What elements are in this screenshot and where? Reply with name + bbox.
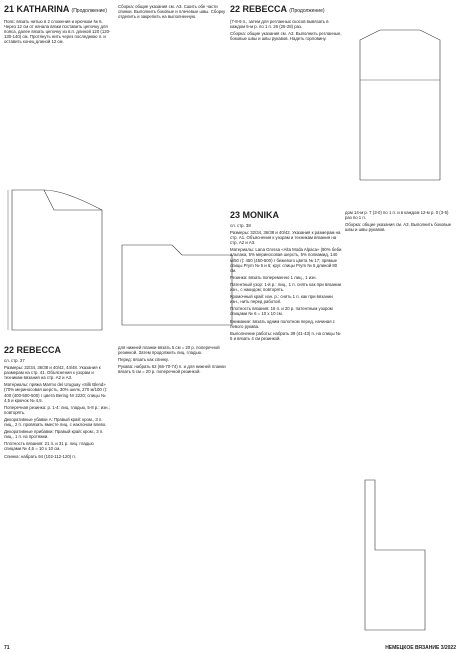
katharina-text-1: Пояс: вязать нитью в 2 сложения и крючком № 6. Через 12 см от начала вязки поставить цепочку для пояса, далее вязать цепочку из в.п. длиной 120 (120-130-140) см. Протянуть нить через последнюю п. и оставить конец длиной 12 см. — [4, 19, 111, 45]
monika-c4-2: Оборка: общие указания см. А3. Выполнить боковые швы и швы рукавов. — [345, 222, 452, 233]
rebecca-p1: Поперечная резинка: р. 1-4: лиц. гладью, 5-8 р.: изн.; повторять. — [4, 404, 110, 415]
rebecca-column-2 — [118, 345, 226, 376]
katharina-text-2: Сборка: общие указания см. А3. Сшить обе части спинки. Выполнить боковые и плечевые швы. Сборку отделить и закрепить на выполненную. — [118, 4, 226, 20]
rebecca-info: сл. стр. 37 — [4, 358, 25, 363]
monika-size: Размеры: 32/34, 36/38 и 40/42. Указания к размерам на стр. А1. Объяснения к узорам и техникам вязания на стр. А2 и А3. — [230, 230, 341, 246]
rebecca-column — [4, 345, 112, 461]
section-title-katharina: 21 KATHARINA (Продолжение) — [4, 4, 107, 14]
monika-edge: Кромочный край: изн. р.: снять 1 п. как при вязании изн., нить перед работой. — [230, 294, 333, 305]
monika-work: Выполнение работы: набрать 39 (41-43) п. на спицы № 5 и вязать 4 см резинкой. — [230, 330, 341, 341]
rebecca-top-text-2: Сборка: общие указания см. А3. Выполнить регланные, боковые швы и швы рукавов. Надеть горловину. — [230, 31, 342, 42]
rebecca-c2-2: Перед: вязать как спинку. — [118, 357, 169, 363]
rebecca-p4: Плотность вязания: 21 п. и 31 р. лиц. гладью спицами № 4,5 = 10 x 10 см. — [4, 441, 94, 452]
rebecca-pattern-diagram — [345, 20, 455, 200]
monika-info: сл. стр. 38 — [230, 223, 251, 228]
rebecca-p5: Спинка: набрать 94 (102-112-120) п. — [4, 453, 76, 459]
section-title-monika: 23 MONIKA — [230, 210, 280, 220]
magazine-footer: НЕМЕЦКОЕ ВЯЗАНИЕ 3/2022 — [385, 645, 456, 651]
katharina-column-2 — [118, 4, 228, 21]
rebecca-top-column — [230, 4, 342, 43]
rebecca-c2-1: для нижней планки вязать 5 см = 20 р. поперечной резинкой. Затем продолжить лиц. гладью. — [118, 345, 220, 356]
section-title-rebecca: 22 REBECCA — [4, 345, 62, 355]
monika-pattern-diagram — [345, 470, 455, 640]
section-title-rebecca-cont: 22 REBECCA (Продолжение) — [230, 4, 325, 14]
katharina-detail-diagram — [112, 225, 242, 335]
monika-c4-1: дом 14-м р. 7 (3-0) по 1 п. и в каждом 12-м р. 0 (3-5) раз по 1 п. — [345, 210, 449, 221]
monika-pattern: Патентный узор: 1-й р.: лиц., 1 п. снять как при вязании изн., с накидом; повторять. — [230, 281, 342, 293]
monika-column-2 — [345, 210, 455, 234]
monika-rib: Резинка: вязать попеременно 1 лиц., 1 изн. — [230, 274, 317, 280]
rebecca-size: Размеры: 32/34, 36/38 и 40/42, 44/48. Указания к размерам на стр. 41. Объяснения к узорам и техникам вязания на стр. А2 и А3. — [4, 365, 101, 381]
rebecca-materials: Материалы: пряжа Marmo del Uruguay «Silk Blend» (70% мериносовая шерсть, 30% шелк, 270 м/100 г): 400 (400-500-500) г цвета Bering Nr 2220; спицы № 4,5 и крючок № 4,5. — [4, 382, 108, 403]
katharina-column — [4, 4, 112, 46]
page-number: 71 — [4, 645, 10, 651]
rebecca-c2-3: Рукава: набрать 62 (66-70-74) п. и для нижней планки вязать 5 см = 20 р. поперечной резинкой. — [118, 364, 226, 375]
rebecca-p2: Декоративные убавки А: Правый край: кром., 3 п. лиц., 2 п. провязать вместе лиц. с наклоном влево. — [4, 416, 107, 428]
monika-column — [230, 210, 342, 343]
monika-attention: Внимание: вязать одним полотном перед, начиная с левого рукава. — [230, 318, 335, 329]
monika-density: Плотность вязания: 16 п. и 20 р. патентным узором спицами № 6 = 10 x 10 см. — [230, 306, 333, 317]
monika-materials: Материалы: Lana Grossa «Alta Moda Alpaca» (90% беби альпака, 5% мериносовая шерсть, 5% полиамид, 140 м/50 г): 450 (450-500) г бежевого цвета № 17; прямые спицы Prym № 5 и 6; круг. спицы Prym № 5 длиной 80 см. — [230, 247, 342, 273]
katharina-pattern-diagram — [4, 170, 112, 340]
rebecca-p3: Декоративные прибавки: Правый край: кром., 3 п. лиц., 1 п. из протяжки. — [4, 429, 104, 440]
rebecca-top-text-1: (7-8-9 п., затем для регланных скосов вывязать в каждом 6-м р. по 1 п. 26 (26-28) раз. — [230, 19, 329, 30]
